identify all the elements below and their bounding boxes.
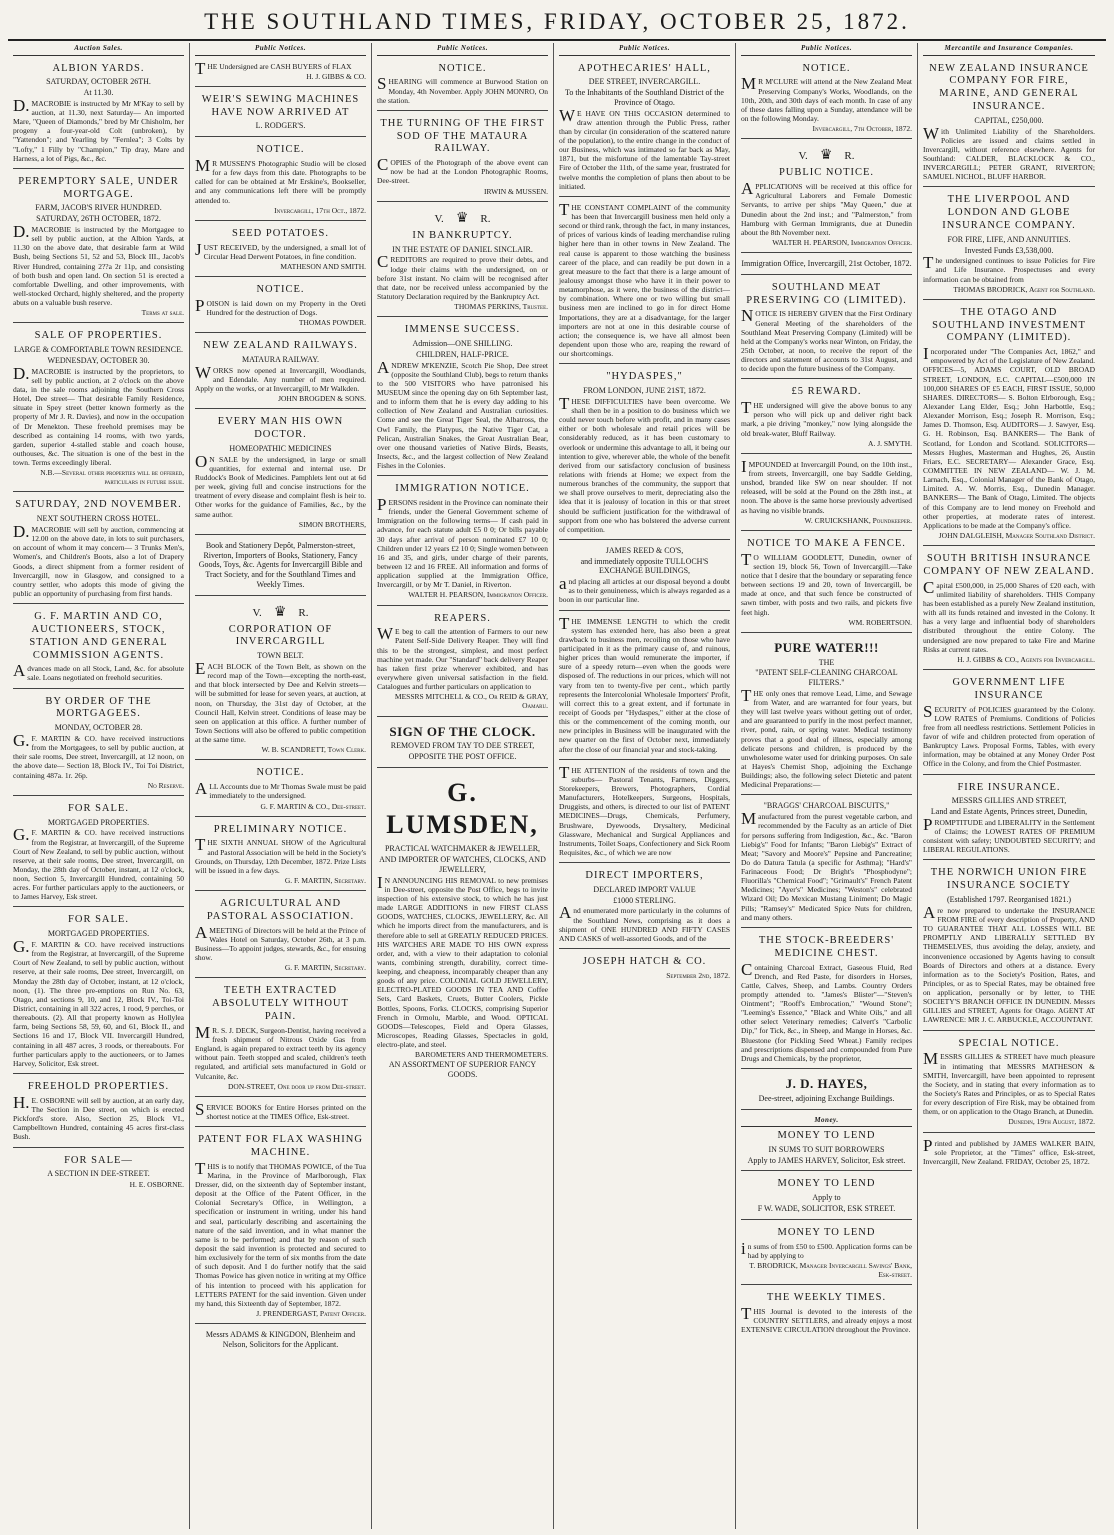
ad-subtitle: Admission—ONE SHILLING. (412, 339, 513, 349)
advertisement (195, 140, 366, 221)
ad-title: J. D. HAYES, (785, 1076, 868, 1092)
ad-signature: September 2nd, 1872. (666, 970, 730, 980)
ad-subtitle: DECLARED IMPORT VALUE (593, 884, 696, 894)
ad-title: SATURDAY, 2ND NOVEMBER. (15, 499, 182, 511)
advertisement (377, 320, 548, 476)
ad-subtitle: Land and Estate Agents, Princes street, Dunedin, (930, 807, 1088, 817)
column-header: Public Notices. (741, 43, 912, 56)
advertisement (559, 200, 730, 364)
ad-title: SIGN OF THE CLOCK. (389, 723, 536, 739)
advertisement (559, 763, 730, 863)
ad-body-text: ANDREW M'KENZIE, Scotch Pie Shop, Dee street (opposite the Southland Club), begs to return thanks to the 500 VISITORS who have patronised his MUSEUM since the opening day on 6th September last, and to inform them that he is every day adding to his collection of New Zealand and Australian curiosities. Come and see the Great Tiger Seal, the Albatross, the Owl Family, the Platypus, the Native Tiger Cat, a Pelican, Australian Snakes, the Great Australian Bear, over one thousand varieties of Native Birds, Beasts, Insects, &c., and the largest collection of New Zealand Fishes in the Colonies. (377, 357, 548, 471)
advertisement (741, 798, 912, 927)
ad-signature: H. J. GIBBS & CO., Agents for Invercargill. (957, 654, 1095, 664)
ad-title: AGRICULTURAL AND PASTORAL ASSOCIATION. (206, 898, 355, 922)
ad-body-text: POISON is laid down on my Property in the Oreti Hundred for the destruction of Dogs. (195, 295, 366, 317)
ad-subtitle: "PATENT SELF-CLEANING CHARCOAL FILTERS." (755, 668, 898, 688)
ad-title: SPECIAL NOTICE. (958, 1037, 1060, 1049)
column-4 (554, 43, 736, 1529)
advertisement (13, 607, 184, 688)
ad-title: NEW ZEALAND RAILWAYS. (203, 340, 358, 352)
advertisement (195, 1100, 366, 1127)
ad-subtitle: Immigration Office, Invercargill, 21st October, 1872. (741, 259, 912, 269)
ad-subtitle: FARM, JACOB'S RIVER HUNDRED. (35, 203, 162, 213)
ad-body-text: IN ANNOUNCING HIS REMOVAL to new premises in Dee-street, opposite the Post Office, begs to invite inspection of his extensive stock, to which he has just made LARGE ADDITIONS in new FIRST CLASS GOODS, WATCHES, CLOCKS, JEWELLERY, &c. All which he imports direct from the manufacturers, and is therefore able to sell at GREATLY REDUCED PRICES. HIS WATCHES ARE MADE TO HIS OWN express order, and, with a view to their adaptation to colonial wants, combining strength, durability, correct time-keeping, and cheapness, incomparably cheaper than any goods of any price. COLONIAL GOLD JEWELLERY, ELECTRO-PLATED GOODS IN TEA AND Coffee Sets, Card Baskets, Cruets, Butter Coolers, Pickle Bottles, Spoons, Forks. CLOCKS, comprising Superior French in Ormolu, Marble, and Wood. OPTICAL GOODS—Telescopes, Field and Opera Glasses, Microscopes, Reading Glasses, Spectacles in gold, electro-plate, and steel. (377, 872, 548, 1050)
advertisement (559, 614, 730, 760)
ad-body-text: NOTICE IS HEREBY GIVEN that the First Ordinary General Meeting of the shareholders of the Southland Meat Preserving Company (Limited) will be held at the Company's works near Winton, on Friday, the 25th October, at noon, to receive the report of the directors and statement of accounts to 31st August, and to decide upon the future business of the Company. (741, 306, 912, 374)
advertisement (559, 866, 730, 949)
ad-subtitle: MORTGAGED PROPERTIES. (47, 929, 150, 939)
ad-title: TEETH EXTRACTED ABSOLUTELY WITHOUT PAIN. (212, 985, 349, 1023)
ad-body-text: WORKS now opened at Invercargill, Woodlands, and Edendale. Any number of men required. Apply on the works, or at Invercargill, to Mr Walkden. (195, 362, 366, 394)
advertisement (195, 538, 366, 596)
ad-body-text: APPLICATIONS will be received at this office for Agricultural Laborers and Female Domestic Servants, to arrive per ships "May Queen," due at Dunedin about the 2nd inst.; and "Palmerston," from Hamburg with German Immigrants, due at Dunedin about the 8th November next. (741, 179, 912, 237)
ad-subtitle: CHILDREN, HALF-PRICE. (416, 349, 509, 359)
ad-title: NOTICE. (438, 62, 487, 74)
ad-signature: W. CRUICKSHANK, Poundkeeper. (804, 515, 912, 525)
ad-title: THE TURNING OF THE FIRST SOD OF THE MATAURA RAILWAY. (380, 117, 545, 155)
ad-body-text: H.E. OSBORNE will sell by auction, at an early day, The Section in Dee street, on which is erected Pickford's store. Also, Section 25, Block VI., Campbelltown Hundred, containing 45 acres first-class Bush. (13, 1092, 184, 1142)
ad-body-text: THE IMMENSE LENGTH to which the credit system has extended here, has also been a great drawback to business men, recoiling on those who have participated in it as the primary cause of, and ruinous, higher prices than would remunerate the importer, if sure of a speedy return—even when the goods were disposed of. The reductions in our prices, which will not vary from ten to twenty-five per cent., which partly represents the Intercolonial Wholesale Importers' Profit, will correct this to a great extent, and if fortunate in receipt of Goods per "Hydaspes," either at the close of this or the commencement of the coming month, our new principles in Business will be inaugurated with the new quarter on the first of October next, immediately after the close of our financial year and stock-taking. (559, 613, 730, 754)
ad-title: APOTHECARIES' HALL, (578, 62, 711, 74)
ad-subtitle: MORTGAGED PROPERTIES. (47, 817, 150, 827)
advertisement (923, 303, 1095, 546)
ad-title: IMMENSE SUCCESS. (404, 324, 521, 336)
ad-title: SOUTH BRITISH INSURANCE COMPANY OF NEW ZEALAND. (923, 553, 1095, 577)
ad-body-text: SECURITY of POLICIES guaranteed by the Colony. LOW RATES of Premiums. Conditions of Policies free from all needless restrictions. Settlement Policies in favor of wife and children protected from operation of Bankruptcy Laws. Proposal Forms, Tables, with every information, may be obtained at any Money Order Post Office in the Colony, and from the Chief Postmaster. (923, 701, 1095, 769)
column-5 (736, 43, 918, 1529)
advertisement (195, 59, 366, 87)
ad-subtitle: SATURDAY, 26TH OCTOBER, 1872. (36, 214, 161, 224)
ad-subtitle: To the Inhabitants of the Southland District of the Province of Otago. (565, 88, 724, 107)
columns (8, 43, 1106, 1529)
ad-signature: H. J. GIBBS & CO. (306, 71, 366, 81)
advertisement (741, 636, 912, 796)
advertisement (195, 894, 366, 978)
ad-body-text: WE beg to call the attention of Farmers to our new Patent Self-Side Delivery Reaper. They will find this to be the strongest, simplest, and most perfect machine yet made. Our "Standard" back delivery Reaper has taken first prize wherever exhibited, and has everywhere given universal satisfaction in the field. Catalogues and further particulars on application to (377, 624, 548, 692)
ad-subtitle: Apply to (812, 1193, 841, 1203)
ad-signature: WM. ROBERTSON. (848, 617, 912, 627)
ad-title: THE WEEKLY TIMES. (766, 1292, 887, 1304)
ad-subtitle: TOWN BELT. (257, 651, 304, 661)
royal-crest-icon: V. ♛ R. (798, 148, 855, 164)
ad-signature: No Reserve. (147, 780, 184, 790)
ad-subtitle: and immediately opposite TULLOCH'S EXCHANGE BUILDINGS, (580, 556, 709, 576)
ad-title: IMMIGRATION NOTICE. (395, 483, 530, 495)
advertisement (377, 609, 548, 717)
ad-body-text: in sums of from £50 to £500. Application forms can be had by applying to (741, 1238, 912, 1260)
ad-title: GOVERNMENT LIFE INSURANCE (952, 677, 1066, 701)
ad-signature: MATHESON AND SMITH. (280, 261, 366, 271)
ad-body-text: AMEETING of Directors will be held at the Prince of Wales Hotel on Saturday, October 26th, at 3 p.m. Business—To appoint judges, stewards, &c., for ensuing show. (195, 922, 366, 963)
ad-subtitle: Book and Stationery Depôt, Palmerston-street, Riverton, Importers of Books, Stationery, Fancy Goods, Toys, &c. Agents for Invercargill Bible and Tract Society, and for the Southland Times and Weekly Times. (198, 540, 363, 589)
ad-signature: Invercargill, 7th October, 1872. (812, 124, 912, 134)
ad-body-text: THE CONSTANT COMPLAINT of the community has been that Invercargill business men held only a second or third rank, through the fact, in many instances, of prices of various kinds of leading merchandise ruling higher here than in other towns in New Zealand. The real cause is apparent to those watching the business career of the place, and can readily be put down in a great measure to the fact that there is a large amount of jealousy amongst those who have it in their power to metamorphose, as it were, the business of the district—by combination. Where one or two willing but small business men are inclined to go in for direct Home Importations, they are at a disadvantage, for the larger importers are not at one in this desirable course of action; the consequence is, we have all almost been dependent upon those who are, reaping the reward of our shortcomings. (559, 199, 730, 359)
column-header: Public Notices. (559, 43, 730, 56)
advertisement (741, 1174, 912, 1219)
ad-title: NOTICE. (256, 767, 305, 779)
ad-title: G. LUMSDEN, (386, 777, 539, 839)
ad-title: FREEHOLD PROPERTIES. (27, 1081, 170, 1092)
ad-subtitle: MATAURA RAILWAY. (242, 355, 319, 365)
ad-subtitle: OPPOSITE THE POST OFFICE. (408, 752, 517, 762)
advertisement (923, 549, 1095, 670)
ad-subtitle: £1000 STERLING. (613, 895, 676, 905)
advertisement (13, 1077, 184, 1148)
ad-body-text: Capital £500,000, in 25,000 Shares of £20 each, with unlimited liability of shareholders. THIS Company has been established as a purely New Zealand institution, with all its funds retained and invested in the Colony. It has a very large and influential body of shareholders distributed throughout the entire Colony. The undersigned are now prepared to take Fire and Marine Risks at current rates. (923, 577, 1095, 654)
ad-body-text: IMPOUNDED at Invercargill Pound, on the 10th inst., from streets, Invercargill, one bay Saddle Gelding, unshod, branded like SW on near shoulder. If not released, will be sold at the Pound on the 28th inst., at noon. The above is the same horse previously advertised as having no visible brands. (741, 456, 912, 515)
ad-title: BY ORDER OF THE MORTGAGEES. (45, 695, 152, 720)
ad-signature: Terms at sale. (141, 308, 184, 318)
column-3 (372, 43, 554, 1529)
ad-footer-line: AN ASSORTMENT OF SUPERIOR FANCY GOODS. (388, 1060, 537, 1080)
ad-body-text: EACH BLOCK of the Town Belt, as shown on the record map of the Town—excepting the north-east, and that block intersected by Dee and Kelvin streets—will be submitted for lease for seven years, at auction, at noon, on Thursday, the 31st day of October, at the Council Hall, Kelvin street. Conditions of lease may be seen on application at this office. A further number of Town Sections will also be offered to public competition at the same time. (195, 659, 366, 745)
ad-subtitle: L. RODGER'S. (255, 121, 306, 131)
ad-body-text: SHEARING will commence at Burwood Station on Monday, 4th November. Apply JOHN MONRO, On the station. (377, 74, 548, 105)
ad-body-text: MESSRS GILLIES & STREET have much pleasure in intimating that MESSRS MATHESON & SMITH, Invercargill, have been appointed to represent the Society, and in stating that every information as to the Society's Rates and Principles, or as to Special Rates for every description of Fire Risk, may be obtained from them, or on application to the Otago Branch, at Dunedin. (923, 1049, 1095, 1117)
ad-subtitle: MESSRS GILLIES AND STREET, (951, 796, 1067, 806)
ad-subtitle: SATURDAY, OCTOBER 26TH. (46, 77, 151, 87)
advertisement (13, 59, 184, 169)
advertisement (13, 1151, 184, 1195)
advertisement (195, 1327, 366, 1355)
ad-subtitle: AND IMPORTER OF WATCHES, CLOCKS, AND JEWELLERY, (379, 855, 546, 874)
advertisement (13, 692, 184, 796)
ad-title: PATENT FOR FLAX WASHING MACHINE. (198, 1134, 363, 1158)
advertisement (195, 90, 366, 137)
ad-body-text: TO WILLIAM GOODLETT, Dunedin, owner of section 19, block 56, Town of Invercargill.—Take notice that I desire that the boundary or separating fence between sections 19 and 20, town of Invercargill, be made at once, and that such fence be constructed of sawn timber, with posts and two rails, and pickets five feet high. (741, 549, 912, 617)
ad-signature: JOHN BROGDEN & SONS. (278, 394, 366, 404)
advertisement (741, 931, 912, 1069)
ad-subtitle: A SECTION IN DEE-STREET. (47, 1169, 150, 1179)
ad-body-text: CREDITORS are required to prove their debts, and lodge their claims with the undersigned, on or before 31st instant. No claim will be recognised after that date, nor be received unless accompanied by the Statutory Declaration required by the Bankruptcy Act. (377, 252, 548, 301)
ad-title: NOTICE. (256, 144, 305, 156)
royal-crest-icon: V. ♛ R. (434, 210, 491, 226)
advertisement (195, 224, 366, 277)
advertisement (741, 1113, 912, 1172)
ad-title: PURE WATER!!! (774, 639, 879, 655)
advertisement (741, 256, 912, 275)
ad-title: CORPORATION OF INVERCARGILL (228, 623, 333, 648)
ad-title: DIRECT IMPORTERS, (585, 870, 704, 882)
ad-body-text: COPIES of the Photograph of the above event can now be had at the London Photographic Rooms, Dee-street. (377, 155, 548, 186)
ad-title: NOTICE. (256, 284, 305, 296)
ad-body-text: PERSONS resident in the Province can nominate their friends, under the General Government scheme of Immigration on the following terms— If cash paid in advance, for each statute adult £5 0 0; Or bills payable 30 days after arrival of person nominated £7 10 0; Children under 12 years £2 10 0; Single women between 16 and 35, and girls, under charge of their parents, between 12 and 16 FREE. All information and forms of application supplied at the Immigration Office, Invercargill, or by Mr T. Daniel, in Riverton. (377, 495, 548, 590)
advertisement (559, 59, 730, 197)
column-header: Mercantile and Insurance Companies. (923, 43, 1095, 56)
advertisement (559, 952, 730, 985)
ad-body-text: Printed and published by JAMES WALKER BAIN, sole Proprietor, at the "Times" office, Esk-street, Invercargill, New Zealand. FRIDAY, October 25, 1872. (923, 1135, 1095, 1166)
ad-body-text: Advances made on all Stock, Land, &c. for absolute sale. Loans negotiated on freehold securities. (13, 661, 184, 683)
ad-body-text: D.MACROBIE is instructed by Mr M'Kay to sell by auction, at 11.30, next Saturday— An imported Mare, "Queen of Diamonds," bred by Mr Chisholm, her progeny a four-year-old Colt (unbroken), by "Yattendon"; and Yearling by "Fernlea"; 3 Colts by "Lofty," 1 Filly by "Champion," Tip dray, Mare and Harness, a lot of Pigs, &c., &c. (13, 95, 184, 163)
ad-body-text: THE ATTENTION of the residents of town and the suburbs— Pastoral Tenants, Farmers, Diggers, Storekeepers, Brewers, Photographers, Cordial Manufacturers, Hotelkeepers, Surgeons, Hospitals, Druggists, and others, is directed to our list of PATENT MEDICINES—Drugs, Chemicals, Perfumery, Brushware, Dyewoods, Drysaltery, Medicinal Glassware, Mechanical and Surgical Appliances and Instruments, Toilet Soaps, Confectionery and Sick Room Requisites, &c., of which we are now (559, 762, 730, 857)
ad-body-text: THE only ones that remove Lead, Lime, and Sewage from Water, and are warranted for four years, but they will last twelve years without getting out of order, and are guaranteed to purify in the most perfect manner, river, pond, rain, or spring water. Medical testimony proves that a good deal of illness, especially among delicate persons and children, is produced by the unwholesome water used for drinking purposes. On sale at Hayes's Chemist Shop, adjoining the Exchange Buildings; also, the following select Dietetic and patent Medicinal Preparations:— (741, 685, 912, 790)
advertisement (195, 412, 366, 534)
ad-title: MONEY TO LEND (777, 1178, 876, 1190)
advertisement (377, 205, 548, 317)
advertisement (741, 1223, 912, 1285)
ad-signature: G. F. MARTIN, Secretary. (284, 876, 366, 886)
advertisement (923, 778, 1095, 861)
ad-signature: WALTER H. PEARSON, Immigration Officer. (408, 590, 548, 600)
ad-title: JOSEPH HATCH & CO. (582, 955, 707, 967)
ad-subtitle: CAPITAL, £250,000. (974, 115, 1044, 125)
ad-title: £5 REWARD. (791, 386, 862, 398)
advertisement (559, 543, 730, 611)
advertisement (377, 114, 548, 202)
advertisement (741, 382, 912, 454)
ad-title: PUBLIC NOTICE. (778, 167, 875, 179)
ad-subtitle: MONDAY, OCTOBER 28. (54, 723, 143, 733)
ad-signature: T. BRODRICK, Manager Invercargill Savings' Bank, Esk-street. (749, 1260, 912, 1279)
ad-title: REAPERS. (434, 612, 491, 624)
ad-body-text: The undersigned continues to issue Policies for Fire and Life Insurance. Prospectuses and every information can be obtained from (923, 253, 1095, 284)
ad-title: THE OTAGO AND SOUTHLAND INVESTMENT COMPANY (LIMITED). (932, 306, 1086, 344)
ad-title: FOR SALE. (68, 802, 129, 814)
ad-signature: DON-STREET, One door up from Dee-street. (228, 1081, 366, 1091)
ad-body-text: G.F. MARTIN & CO. have received instructions from the Mortgagees, to sell by public auction, at their sale rooms, Dee street, Invercargill, at 12 noon, on the above date— Section 18, Block IV., Toi Toi District, containing 487a. 1r. 26p. (13, 730, 184, 780)
column-2 (190, 43, 372, 1529)
ad-title: NEW ZEALAND INSURANCE COMPANY FOR FIRE, MARINE, AND GENERAL INSURANCE. (929, 62, 1089, 112)
ad-subtitle: REMOVED FROM TAY TO DEE STREET, (390, 741, 535, 751)
advertisement (195, 599, 366, 761)
ad-title: PRELIMINARY NOTICE. (213, 823, 348, 835)
ad-signature: WALTER H. PEARSON, Immigration Officer. (772, 237, 912, 247)
advertisement (923, 59, 1095, 188)
ad-title: SOUTHLAND MEAT PRESERVING CO (LIMITED). (746, 281, 907, 306)
advertisement (13, 495, 184, 604)
ad-signature: N.B.—Several other properties will be offered, particulars in future issue. (40, 468, 184, 487)
advertisement (195, 280, 366, 333)
ad-title: FOR SALE. (68, 914, 129, 926)
advertisement (195, 820, 366, 892)
ad-body-text: ON SALE by the undersigned, in large or small quantities, for external and internal use. Dr Ruddock's Book of Medicines. Pamphlets lent out at 6d per week, giving full and concise instructions for the treatment of every disease and complaint flesh is heir to. Other works for the guidance of Families, &c., by the same author. (195, 451, 366, 519)
advertisement (195, 763, 366, 816)
advertisement (741, 457, 912, 531)
ad-title: "HYDASPES," (606, 371, 683, 383)
ad-title: THE STOCK-BREEDERS' MEDICINE CHEST. (758, 934, 895, 959)
ad-body-text: PROMPTITUDE and LIBERALITY in the Settlement of Claims; the LOWEST RATES OF PREMIUM consistent with safety; UNDOUBTED SECURITY; and LIBERAL REGULATIONS. (923, 814, 1095, 855)
advertisement (559, 367, 730, 540)
ad-signature: SIMON BROTHERS, (298, 519, 366, 529)
ad-subtitle: "BRAGGS' CHARCOAL BISCUITS," (763, 801, 890, 811)
ad-subtitle: NEXT SOUTHERN CROSS HOTEL. (36, 514, 161, 524)
ad-subtitle: Apply to JAMES HARVEY, Solicitor, Esk street. (747, 1155, 906, 1165)
ad-signature: IRWIN & MUSSEN. (484, 186, 548, 196)
ad-signature: Dunedin, 19th August, 1872. (1008, 1117, 1095, 1127)
ad-signature: THOMAS BRODRICK, Agent for Southland. (953, 284, 1095, 294)
ad-body-text: THE Undersigned are CASH BUYERS of FLAX (195, 58, 352, 78)
ad-subtitle: FOR FIRE, LIFE, AND ANNUITIES. (947, 234, 1071, 244)
ad-body-text: Incorporated under "The Companies Act, 1862," and empowered by Act of the Legislature of New Zealand. OFFICES—5, ADAMS COURT, OLD BROAD STREET, LONDON, E.C. CAPITAL—£500,000 IN 100,000 SHARES OF £5 EACH, FIRST ISSUE, 50,000 SHARES. DIRECTORS— S. Bolton Elrborough, Esq.; Alexander Lang Elder, Esq.; John Harbottle, Esq.; Alexander Morrison, Esq.; Joseph R. Morrison, Esq.; James D. Thomson, Esq. AUDITORS— J. Sawyer, Esq. G. H. Robinson, Esq. BANKERS— The Bank of Scotland, for London and Scotland. SOLICITORS— Messrs Hughes, Masterman and Hughes, 26, Austin Friars, E.C. SECRETARY— Alexander Grace, Esq. COMMITTEE IN NEW ZEALAND— W. J. M. Larnach, Esq., Colonial Manager of the Bank of Otago, Limited. A. W. Morris, Esq., Dunedin Manager. BANKERS— The Bank of Otago, Limited. The objects of this Company are to lend money on Freehold and other properties, at moderate rates of interest. Applications to be made at the Company's office. (923, 344, 1095, 530)
advertisement (741, 1288, 912, 1339)
advertisement (195, 336, 366, 409)
advertisement (923, 673, 1095, 775)
ad-subtitle: F W. WADE, SOLICITOR, ESK STREET. (757, 1204, 896, 1214)
ad-title: NOTICE TO MAKE A FENCE. (747, 537, 906, 549)
section-header: Money. (741, 1115, 912, 1128)
ad-signature: Invercargill, 17th Oct., 1872. (274, 205, 366, 215)
advertisement (741, 142, 912, 253)
advertisement (377, 479, 548, 605)
column-header: Public Notices. (377, 43, 548, 56)
ad-title: THE NORWICH UNION FIRE INSURANCE SOCIETY (930, 867, 1088, 892)
ad-body-text: D.MACROBIE is instructed by the Mortgagee to sell by public auction, at the Albion Yards, at 11.30 on the above date, that desirable farm at Wild Bush, being Sections 51, 52 and 53, Block III., Jacob's River Hundred, containing 2??a 2r 11p, and consisting of both bush and open land. On section 51 is erected a comfortable Dwelling, and other improvements, with well-stocked Orchard, highly sheltered, and the property abuts on a valuable bush reserve. (13, 221, 184, 308)
ad-title: MONEY TO LEND (777, 1130, 876, 1142)
ad-body-text: Are now prepared to undertake the INSURANCE FROM FIRE of every description of Property, AND TO GUARANTEE THAT ALL LOSSES WILL BE PROMPTLY AND LIBERALLY SETTLED BY THEMSELVES, thus avoiding the delay, anxiety, and inconvenience occasioned by Agents having to consult Boards of Directors and others at a distance. Every information as to the Society's Position, Rates, and Principles, or as to Special Rates, may be obtained free on application, personally or by letter, to THE SOCIETY'S BRANCH OFFICE IN DUNEDIN. Messrs GILLIES and STREET, Agents for Otago. AGENT AT LAWRENCE: MR J. C. ARBUCKLE, ACCOUNTANT. (923, 902, 1095, 1025)
advertisement (13, 799, 184, 908)
ad-signature: THOMAS POWDER. (298, 318, 366, 328)
ad-body-text: WE HAVE ON THIS OCCASION determined to draw attention through the Public Press, rather than by circular (in consideration of the scattered nature of the population), to the entire change in the conduct of our Business, which was intimated so far back as May, 1871, but the misfortune of the lamentable Tay-street Fire of October the 11th, of the same year, frustrated for twelve months the completion of plans then about to be initiated. (559, 105, 730, 191)
ad-title: MONEY TO LEND (777, 1226, 876, 1238)
ad-body-text: D.MACROBIE is instructed by the proprietors, to sell by public auction, at 2 o'clock on the above data, in the sale rooms adjoining the Southern Cross Hotel, Dee street— That desirable Family Residence, situate in Spey street (better known formerly as the property of Mr J. R. Davies), and now in the occupation of Dr Menekton. These freehold premises may be described as containing 14 rooms, with two yards, garden, superior 4-stalled stable and coach house, outhouses, &c. The situation is one of the best in the town. Terms exceedingly liberal. (13, 363, 184, 468)
advertisement (195, 1130, 366, 1324)
ad-subtitle: WEDNESDAY, OCTOBER 30. (47, 355, 150, 365)
ad-signature: G. F. MARTIN, Secretary. (284, 963, 366, 973)
ad-subtitle: At 11.30. (83, 88, 114, 98)
advertisement (741, 534, 912, 633)
ad-signature: THOMAS PERKINS, Trustee. (454, 302, 548, 312)
ad-body-text: THE undersigned will give the above bonus to any person who will pick up and deliver right back mark, a pie driving "monkey," now lying alongside the old break-water, Bluff Railway. (741, 398, 912, 438)
ad-signature: H. E. OSBORNE. (129, 1180, 184, 1190)
advertisement (741, 278, 912, 380)
ad-subtitle: Dee-street, adjoining Exchange Buildings. (758, 1093, 895, 1103)
royal-crest-icon: V. ♛ R. (252, 604, 309, 620)
ad-title: WEIR'S SEWING MACHINES HAVE NOW ARRIVED AT (201, 93, 360, 118)
ad-body-text: Containing Charcoal Extract, Gaseous Fluid, Red Drench, and Red Paste, for disorders in Horses, Cattle, Calves, Sheep, and Lambs. Country Orders promptly attended to. "James's Blister"—"Steven's Ointment"; "Rooff's Embrocation," "Wound Stone"; "Leeming's Essence," "Black and White Oils," and all other select Veterinary remedies; Calvert's "Carbolic Dip," for Tick, &c., in Sheep, and Mange in Horses, &c. Bluestone (for Pickling Seed Wheat.) Family recipes and prescriptions dispensed and compounded from Pure Drugs and Chemicals, by the proprietor, (741, 959, 912, 1063)
ad-subtitle: PRACTICAL WATCHMAKER & JEWELLER, (384, 844, 541, 854)
column-header: Public Notices. (195, 43, 366, 56)
advertisement (923, 863, 1095, 1030)
ad-body-text: MR MUSSEN'S Photographic Studio will be closed for a few days from this date. Photographs to be called for can be obtained at Mr Erskine's, Bookseller, and any communications left there will be promptly attended to. (195, 156, 366, 205)
ad-subtitle: IN THE ESTATE OF DANIEL SINCLAIR. (392, 244, 533, 254)
advertisement (741, 59, 912, 140)
ad-body-text: Manufactured from the purest vegetable carbon, and recommended by the Faculty as an article of Diet for persons suffering from Indigestion, &c., &c. "Baron Liebig's" Food for Infants; "Baron Liebig's" Extract of Meat; "Savory and Moore's" Pepsine and Pancreatine; Do do Datura Tatula (a specific for Asthma); "Hard's" Farinaceous Food; Dr Bright's "Phosphodyne"; Fluorilla's "Chemical Food"; "Grimault's" French Patent Medicines; "Ayer's" Medicines; "Weston's" celebrated Wizard Oil; Do Mexican Mustang Liniment; Do Magic Pills; "Ramsey's" Medicated Spice Nuts for children, and many others. (741, 809, 912, 922)
ad-title: IN BANKRUPTCY. (412, 229, 513, 241)
advertisement (377, 59, 548, 111)
ad-title: SALE OF PROPERTIES. (34, 330, 163, 342)
ad-title: PEREMPTORY SALE, UNDER MORTGAGE. (18, 175, 179, 200)
ad-title: NOTICE. (802, 62, 851, 74)
ad-signature: J. PRENDERGAST, Patent Officer. (256, 1308, 366, 1318)
ad-body-text: G.F. MARTIN & CO. have received instructions from the Registrar, at Invercargill, of the Supreme Court of New Zealand, to sell by public auction, without reserve, at their sale rooms, Dee street, Invercargill, on Monday the 28th day of October, instant, at 12 o'clock, noon, (1). The three pre-emptions on Run No. 63, Otago, and sections 9, 10, and 12, Block IV., Toi-Toi District, containing in all 322 acres, 1 rood, 9 perches, or thereabouts. (2). All that property known as Hollylea farm, being Sections 58, 59, 60, and 61, Block II., and Sections 16 and 17, Block VII. Invercargill Hundred, containing in all 487 acres, 3 roods, or thereabouts. For further particulars apply to the auctioneers, or to James Harvey, Solicitor, Esk street. (13, 937, 184, 1068)
advertisement (13, 910, 184, 1074)
ad-title: ALBION YARDS. (52, 62, 145, 74)
ad-title: EVERY MAN HIS OWN DOCTOR. (217, 416, 344, 441)
advertisement (377, 720, 548, 768)
ad-body-text: MR. S. J. DECK, Surgeon-Dentist, having received a fresh shipment of Nitrous Oxide Gas from England, is again prepared to extract teeth by its agency without pain. Teeth stopped and scaled, children's teeth regulated, and artificial sets manufactured in Gold or Vulcanite, &c. (195, 1022, 366, 1081)
ad-signature: W. B. SCANDRETT, Town Clerk. (261, 745, 366, 755)
ad-subtitle: Messrs ADAMS & KINGDON, Blenheim and Nelson, Solicitors for the Applicant. (205, 1330, 356, 1349)
ad-body-text: And enumerated more particularly in the columns of the Southland News, comprising as it does a shipment of ONE HUNDRED AND FIFTY CASES AND CASKS of well-assorted Goods, and of the (559, 903, 730, 943)
advertisement (741, 1072, 912, 1110)
ad-body-text: and placing all articles at our disposal beyond a doubt as to their genuineness, which is always regarded as a boon in our particular line. (559, 574, 730, 605)
ad-body-text: THIS is to notify that THOMAS POWICE, of the Tua Marina, in the Province of Marlborough, Flax Dresser, did, on the sixteenth day of September instant, deposit at the Office of the Patent Officer, in the Colonial Secretary's Office, in Wellington, a specification or instrument in writing, under his hand and seal, particularly describing and ascertaining the nature of the said invention, and in what manner the same is to be performed; and that by reason of such deposit the said invention is protected and secured to him exclusively for the term of six months from the date of such deposit. And I do further notify that the said Thomas Powice has given notice in writing at my Office of his intention to proceed with his application for LETTERS PATENT for the said invention. Given under my hand, this Sixteenth day of September, 1872. (195, 1158, 366, 1308)
ad-subtitle: JAMES REED & CO'S, (605, 545, 684, 555)
ad-body-text: MR M'CLURE will attend at the New Zealand Meat Preserving Company's Works, Woodlands, on the 10th, 20th, and 30th days of each month. In case of any of these dates falling upon a Sunday, attendance will be on the following Monday. (741, 74, 912, 123)
ad-body-text: With Unlimited Liability of the Shareholders. Policies are issued and claims settled in Invercargill, without reference elsewhere. Agents for Southland: CALDER, BLACKLOCK & CO., INVERCARGILL; PETER GRANT, RIVERTON; SAMUEL NICHOL, BLUFF HARBOR. (923, 123, 1095, 182)
ad-body-text: THESE DIFFICULTIES have been overcome. We shall then be in a position to do business which we could never touch before with profit, and in many cases either or both wholesale and retail prices will be considerably reduced, as it has been customary to overlook or undermine this advantage to all, it being our intention to give, wherever able, the whole of the benefit derived from our satisfactory conclusion of business relations with friends at Home; we expect from the numerous branches of the community, the support that we shall prove ourselves to merit, depreciating also the idea that it is jealousy of location in this or that street should be sufficient justification for the withdrawal of support from one who has bolstered the adverse current of competition. (559, 393, 730, 534)
ad-subtitle: Invested Funds £3,538,000. (964, 245, 1054, 255)
ad-title: FIRE INSURANCE. (957, 781, 1061, 793)
advertisement (923, 1136, 1095, 1171)
ad-body-text: THE SIXTH ANNUAL SHOW of the Agricultural and Pastoral Association will be held in the Society's Grounds, on Thursday, 12th December, 1872. Prize Lists will be issued in a few days. (195, 835, 366, 875)
column-1 (8, 43, 190, 1529)
ad-subtitle: LARGE & COMFORTABLE TOWN RESIDENCE. (13, 345, 184, 355)
ad-body-text: SERVICE BOOKS for Entire Horses printed on the shortest notice at the TIMES Office, Esk-street. (195, 1099, 366, 1121)
ad-subtitle: DEE STREET, INVERCARGILL. (588, 77, 701, 87)
ad-body-text: G.F. MARTIN & CO. have received instructions from the Registrar, at Invercargill, of the Supreme Court of New Zealand, to sell by public auction, without reserve, at their sale rooms, Dee street, Invercargill, on Monday, the 28th day of October, instant, at 12 o'clock, noon, Section 5, Invercargill Hundred, containing 50 acres. For further particulars apply to the auctioneers, or to James Harvey, Esk street. (13, 825, 184, 902)
masthead: THE SOUTHLAND TIMES, FRIDAY, OCTOBER 25, 1872. (8, 6, 1106, 41)
ad-signature: G. F. MARTIN & CO., Dee-street. (260, 801, 366, 811)
ad-subtitle: (Established 1797. Reorganised 1821.) (946, 895, 1072, 905)
advertisement (195, 981, 366, 1096)
ad-body-text: THIS Journal is devoted to the interests of the COUNTRY SETTLERS, and already enjoys a most EXTENSIVE CIRCULATION throughout the Province. (741, 1303, 912, 1335)
ad-subtitle: HOMEOPATHIC MEDICINES (229, 443, 332, 453)
advertisement (923, 1034, 1095, 1133)
ad-signature: MESSRS MITCHELL & CO., Or REID & GRAY, Oamaru. (394, 692, 548, 711)
advertisement (13, 326, 184, 492)
ad-body-text: JUST RECEIVED, by the undersigned, a small lot of Circular Head Derwent Potatoes, in fine condition. (195, 239, 366, 261)
ad-subtitle: FROM LONDON, JUNE 21ST, 1872. (583, 386, 706, 396)
ad-title: G. F. MARTIN AND CO, AUCTIONEERS, STOCK, STATION AND GENERAL COMMISSION AGENTS. (29, 611, 168, 661)
ad-signature: JOHN DALGLEISH, Manager Southland District. (938, 531, 1095, 541)
ad-signature: BAROMETERS AND THERMOMETERS. (414, 1050, 548, 1060)
ad-body-text: D.MACROBIE will sell by auction, commencing at 12.00 on the above date, in lots to suit purchasers, on account of whom it may concern— 3 Trunks Men's, Women's, and Children's Boots, also a lot of Drapery Goods, a direct shipment from a former resident of Invercargill, now in Glasgow, and consigned to a country settler, who adopts this mode of giving the public an opportunity of purchasing from first hands. (13, 522, 184, 599)
ad-body-text: ALL Accounts due to Mr Thomas Swale must be paid immediately to the undersigned. (195, 779, 366, 801)
advertisement (923, 190, 1095, 299)
ad-title: SEED POTATOES. (232, 227, 329, 239)
column-header: Auction Sales. (13, 43, 184, 56)
column-6 (918, 43, 1100, 1529)
ad-subtitle: THE (818, 657, 835, 667)
advertisement (13, 172, 184, 324)
advertisement (377, 771, 548, 1085)
ad-subtitle: IN SUMS TO SUIT BORROWERS (768, 1144, 885, 1154)
ad-title: THE LIVERPOOL AND LONDON AND GLOBE INSURANCE COMPANY. (942, 194, 1076, 231)
ad-signature: A. J. SMYTH. (868, 438, 912, 448)
ad-title: FOR SALE— (64, 1154, 133, 1166)
